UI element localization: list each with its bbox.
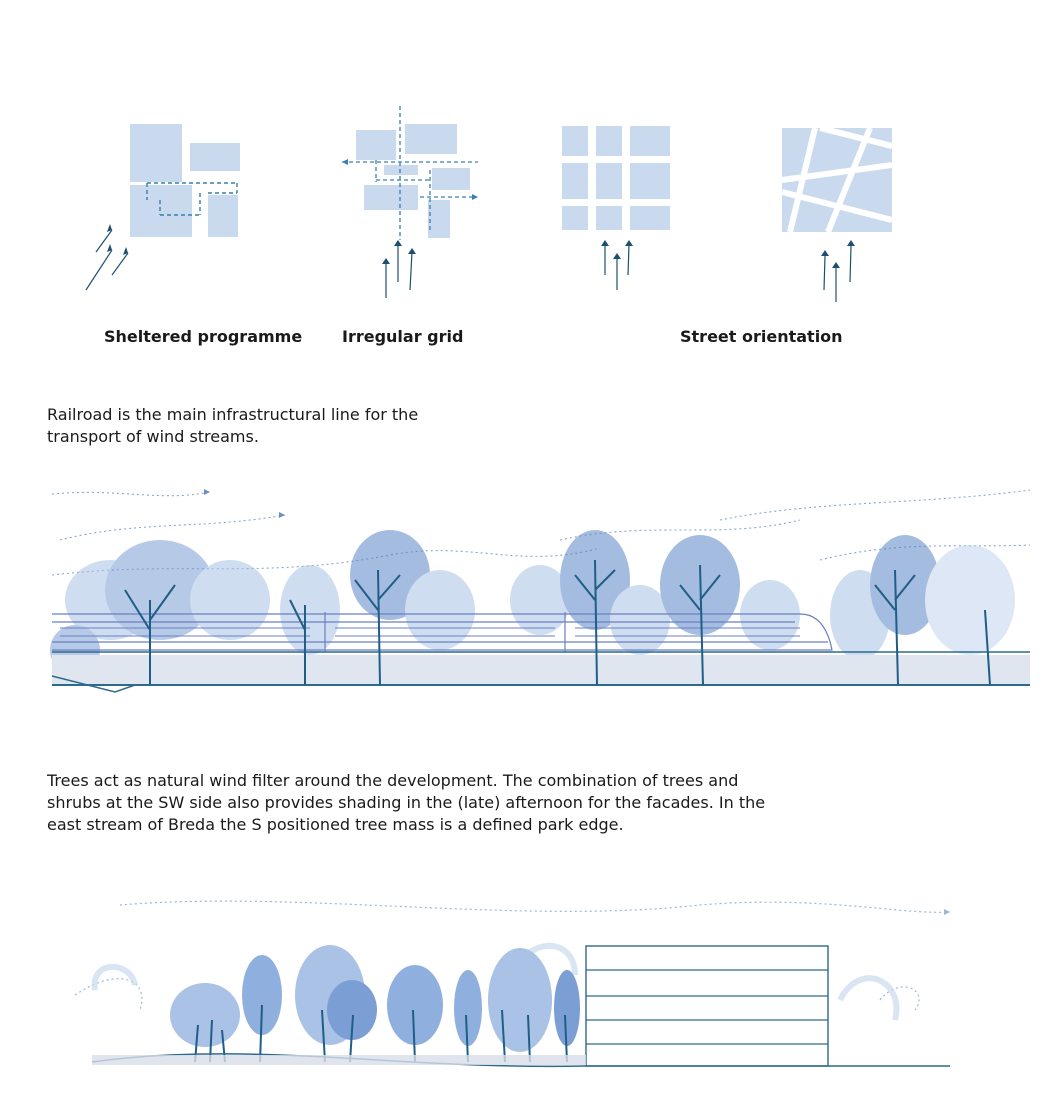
- irregular-grid-label: Irregular grid: [342, 327, 464, 346]
- trees-caption-line-3: east stream of Breda the S positioned tree mass is a defined park edge.: [47, 815, 624, 834]
- railroad-caption-line-1: Railroad is the main infrastructural line for the: [47, 405, 419, 424]
- street-orientation-label: Street orientation: [680, 327, 843, 346]
- railroad-caption-line-2: transport of wind streams.: [47, 427, 259, 446]
- trees-caption-line-1: Trees act as natural wind filter around the development. The combination of trees and: [47, 771, 739, 790]
- sheltered-programme-label: Sheltered programme: [104, 327, 303, 346]
- trees-caption-line-2: shrubs at the SW side also provides shading in the (late) afternoon for the facades. In the: [47, 793, 766, 812]
